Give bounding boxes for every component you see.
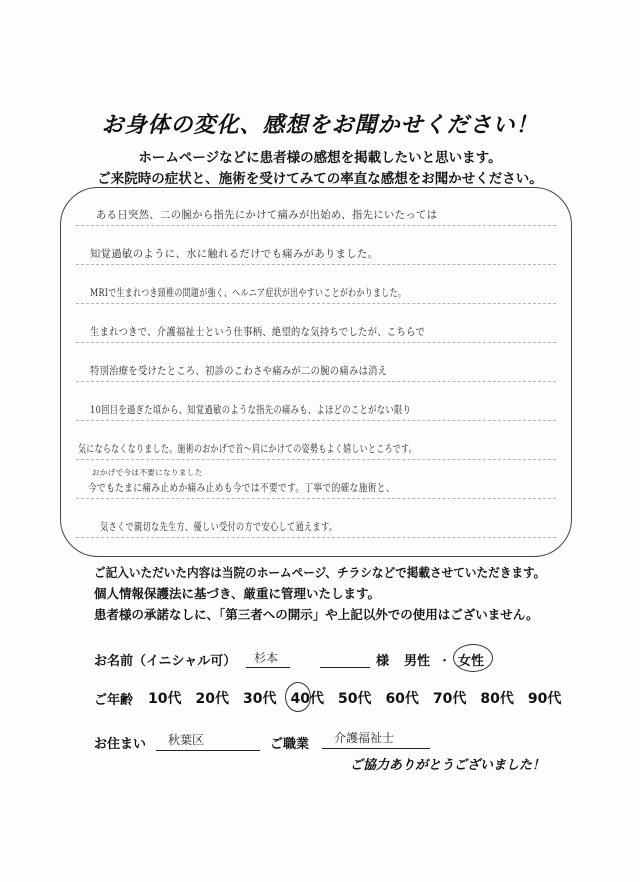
thanks-message: ご協力ありがとうございました！ xyxy=(350,758,546,773)
job-value[interactable]: 介護福祉士 xyxy=(334,731,395,745)
ruled-line xyxy=(76,342,556,343)
notice-line-3: 患者様の承諾なしに、「第三者への開示」や上記以外での使用はございません。 xyxy=(94,607,539,622)
gender-option-female[interactable]: 女性 xyxy=(458,650,484,669)
age-option[interactable]: 50代 xyxy=(337,691,372,707)
page-title: お身体の変化、感想をお聞かせください！ xyxy=(101,113,539,138)
testimonial-line: ある日突然、二の腕から指先にかけて痛みが出始め、指先にいたっては xyxy=(96,209,438,221)
address-label: お住まい xyxy=(94,737,147,752)
name-underline xyxy=(320,667,370,668)
age-option[interactable]: 70代 xyxy=(432,691,467,707)
testimonial-line: MRIで生まれつき頸椎の問題が強く、ヘルニア症状が出やすいことがわかりました。 xyxy=(90,287,407,299)
testimonial-line: 気さくで親切な先生方、優しい受付の方で安心して通えます。 xyxy=(100,521,338,533)
age-label: ご年齢 xyxy=(94,692,134,708)
testimonial-line: 気にならなくなりました。施術のおかげで首～肩にかけての姿勢もよく嬉しいところです。 xyxy=(78,443,417,455)
job-label: ご職業 xyxy=(270,737,310,752)
intro-line-2: ご来院時の症状と、施術を受けてみての率直な感想をお聞かせください。 xyxy=(97,171,543,187)
notice-line-1: ご記入いただいた内容は当院のホームページ、チラシなどで掲載させていただきます。 xyxy=(94,565,546,580)
age-option[interactable]: 90代 xyxy=(527,691,562,707)
ruled-line xyxy=(76,381,556,382)
ruled-line xyxy=(76,498,556,499)
testimonial-line: 10回目を過ぎた頃から、知覚過敏のような指先の痛みも、よほどのことがない限り xyxy=(90,404,412,416)
age-option[interactable]: 30代 xyxy=(242,691,277,707)
testimonial-line: 知覚過敏のように、水に触れるだけでも痛みがありました。 xyxy=(90,248,379,260)
job-underline xyxy=(322,748,430,749)
ruled-line xyxy=(76,459,556,460)
ruled-line xyxy=(76,303,556,304)
ruled-line xyxy=(76,225,556,226)
age-option-selected[interactable]: 40代 xyxy=(289,688,324,708)
testimonial-line: 特別治療を受けたところ、初診のこわさや痛みが二の腕の痛みは消え xyxy=(90,365,388,377)
testimonial-line: 今でもたまに痛み止めか痛み止めも今では不要です。丁寧で的確な施術と、 xyxy=(88,482,395,494)
testimonial-line: 生まれつきで、介護福祉士という仕事柄、絶望的な気持ちでしたが、こちらで xyxy=(90,326,426,338)
name-label: お名前（イニシャル可） xyxy=(94,654,237,669)
age-option[interactable]: 10代 xyxy=(148,691,182,707)
name-underline xyxy=(246,667,290,668)
ruled-line xyxy=(76,264,556,265)
address-underline xyxy=(156,750,260,751)
intro-line-1: ホームページなどに患者様の感想を掲載したいと思います。 xyxy=(138,150,502,166)
gender-separator: ・ xyxy=(438,654,452,669)
age-row xyxy=(94,688,574,708)
ruled-line xyxy=(76,420,556,421)
age-option[interactable]: 80代 xyxy=(480,691,514,707)
age-option[interactable]: 20代 xyxy=(195,691,229,707)
address-value[interactable]: 秋葉区 xyxy=(168,733,205,747)
testimonial-insert-note: おかげで今は不要になりました xyxy=(92,468,203,477)
ruled-line xyxy=(76,537,556,538)
notice-line-2: 個人情報保護法に基づき、厳重に管理いたします。 xyxy=(94,586,381,601)
gender-option-male[interactable]: 男性 xyxy=(404,654,431,669)
honorific: 様 xyxy=(376,654,390,669)
name-value[interactable]: 杉本 xyxy=(254,651,279,665)
age-option[interactable]: 60代 xyxy=(385,691,419,707)
